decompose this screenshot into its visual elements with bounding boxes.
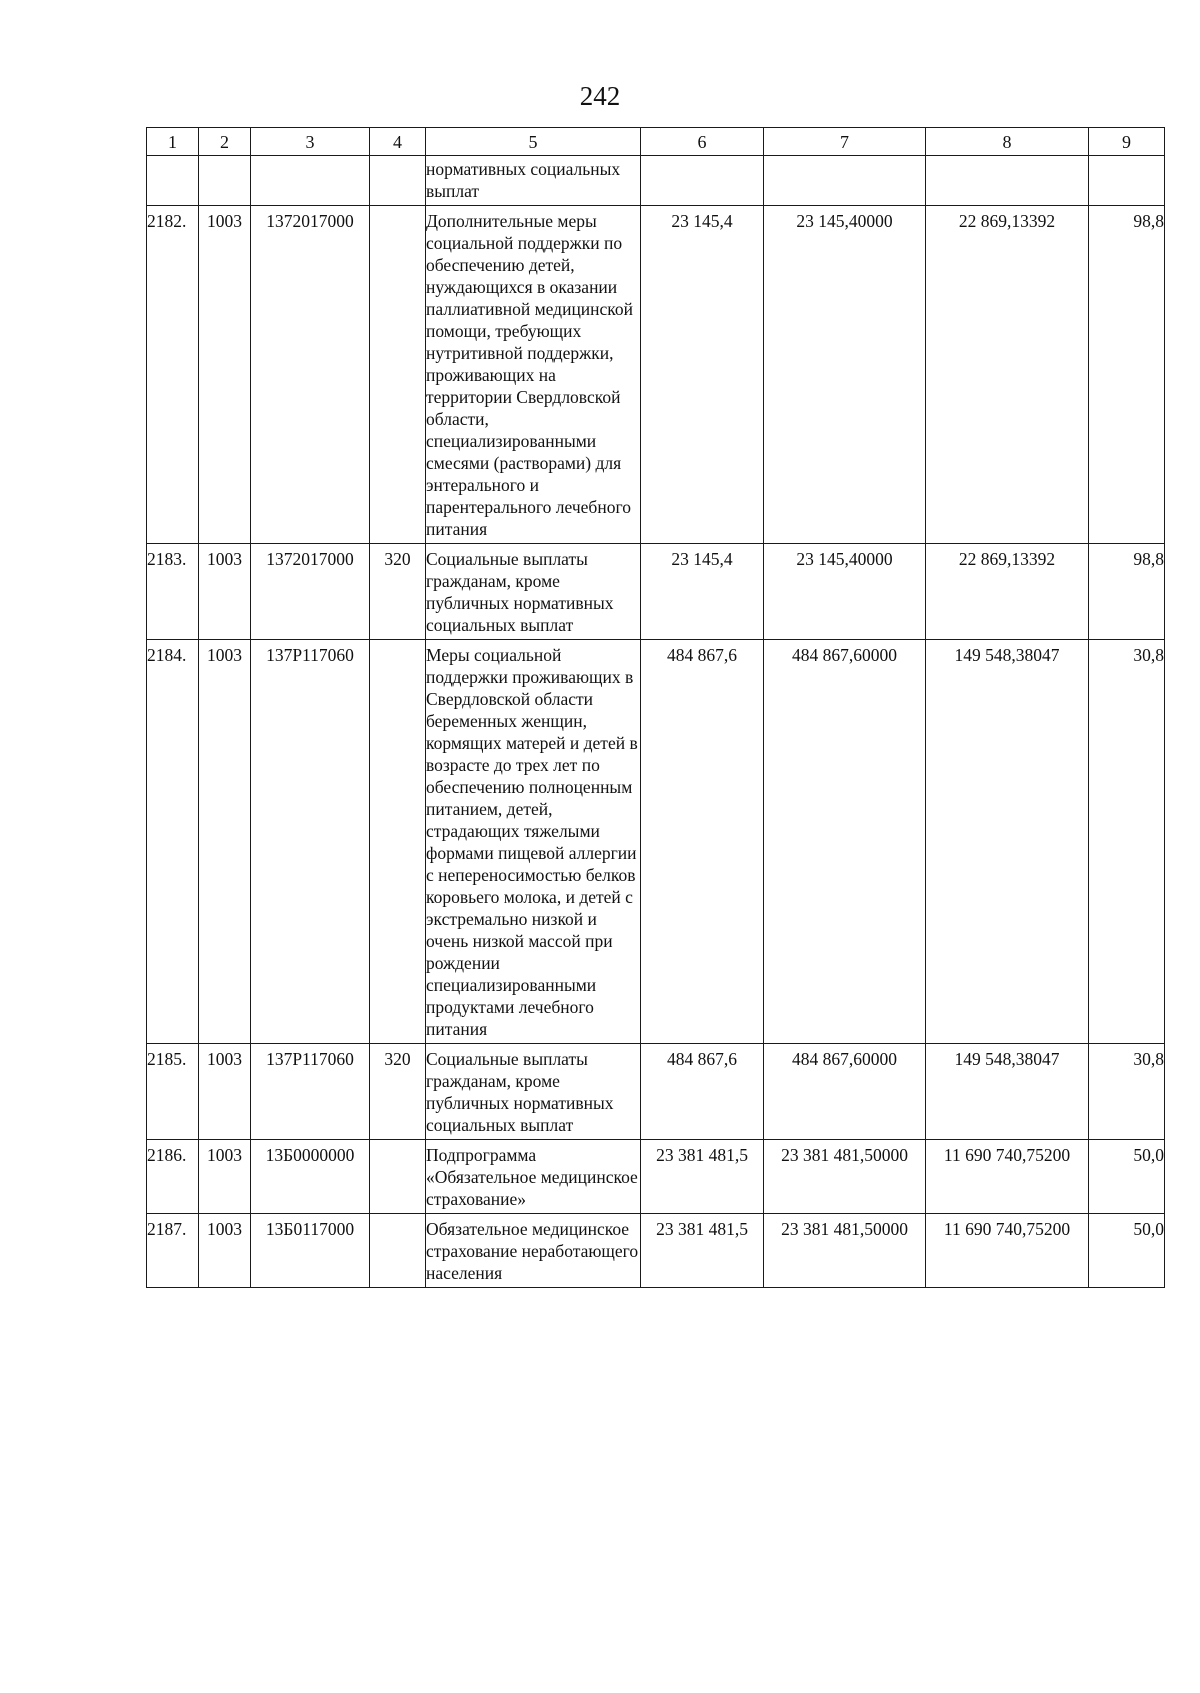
plan-amount: 23 145,4 [641,206,764,544]
table-row-continuation [147,156,1165,206]
approved-amount: 23 381 481,50000 [764,1140,926,1214]
header-cell-1: 1 [147,128,199,156]
execution-percent [1089,156,1165,206]
header-cell-9: 9 [1089,128,1165,156]
plan-amount: 484 867,6 [641,1044,764,1140]
plan-amount: 23 145,4 [641,544,764,640]
expense-type-code [370,1140,426,1214]
header-cell-2: 2 [199,128,251,156]
item-name: Обязательное медицинское страхование неработающего населения [426,1214,641,1288]
expense-type-code: 320 [370,1044,426,1140]
section-code: 1003 [199,544,251,640]
section-code: 1003 [199,640,251,1044]
expense-type-code [370,206,426,544]
approved-amount: 23 145,40000 [764,544,926,640]
section-code [199,156,251,206]
row-number: 2186. [147,1140,199,1214]
section-code: 1003 [199,1140,251,1214]
expense-type-code: 320 [370,544,426,640]
row-number: 2185. [147,1044,199,1140]
expense-type-code [370,640,426,1044]
row-number: 2183. [147,544,199,640]
table-row-2186 [147,1140,1165,1214]
expense-type-code [370,1214,426,1288]
header-cell-3: 3 [251,128,370,156]
executed-amount [926,156,1089,206]
plan-amount [641,156,764,206]
item-name: Социальные выплаты гражданам, кроме публичных нормативных социальных выплат [426,1044,641,1140]
budget-table [146,127,1165,1288]
table-row-2182 [147,206,1165,544]
execution-percent: 50,0 [1089,1140,1165,1214]
row-number [147,156,199,206]
target-code: 13Б0117000 [251,1214,370,1288]
executed-amount: 11 690 740,75200 [926,1140,1089,1214]
executed-amount: 22 869,13392 [926,206,1089,544]
target-code: 1372017000 [251,206,370,544]
item-name: нормативных социальных выплат [426,156,641,206]
table-header [147,128,1165,156]
page-number: 242 [579,81,621,111]
item-name: Подпрограмма «Обязательное медицинское страхование» [426,1140,641,1214]
execution-percent: 50,0 [1089,1214,1165,1288]
row-number: 2182. [147,206,199,544]
table-row-2183 [147,544,1165,640]
plan-amount: 484 867,6 [641,640,764,1044]
header-cell-7: 7 [764,128,926,156]
plan-amount: 23 381 481,5 [641,1214,764,1288]
expense-type-code [370,156,426,206]
target-code: 137P117060 [251,1044,370,1140]
approved-amount: 484 867,60000 [764,1044,926,1140]
row-number: 2184. [147,640,199,1044]
target-code [251,156,370,206]
header-cell-5: 5 [426,128,641,156]
item-name: Меры социальной поддержки проживающих в Свердловской области беременных женщин, кормящих матерей и детей в возрасте до трех лет по обеспечению полноценным питанием, детей, страдающих тяжелыми формами пищевой аллергии с непереносимостью белков коровьего молока, и детей с экстремально низкой и очень низкой массой при рождении специализированными продуктами лечебного питания [426,640,641,1044]
execution-percent: 30,8 [1089,1044,1165,1140]
item-name: Социальные выплаты гражданам, кроме публичных нормативных социальных выплат [426,544,641,640]
approved-amount: 484 867,60000 [764,640,926,1044]
executed-amount: 22 869,13392 [926,544,1089,640]
plan-amount: 23 381 481,5 [641,1140,764,1214]
header-cell-6: 6 [641,128,764,156]
table-row-2184 [147,640,1165,1044]
section-code: 1003 [199,1214,251,1288]
executed-amount: 149 548,38047 [926,640,1089,1044]
target-code: 1372017000 [251,544,370,640]
table-row-2185 [147,1044,1165,1140]
header-cell-8: 8 [926,128,1089,156]
row-number: 2187. [147,1214,199,1288]
table-row-2187 [147,1214,1165,1288]
target-code: 13Б0000000 [251,1140,370,1214]
execution-percent: 30,8 [1089,640,1165,1044]
table-body [147,156,1165,1288]
executed-amount: 149 548,38047 [926,1044,1089,1140]
section-code: 1003 [199,1044,251,1140]
header-row [147,128,1165,156]
target-code: 137P117060 [251,640,370,1044]
approved-amount: 23 381 481,50000 [764,1214,926,1288]
approved-amount: 23 145,40000 [764,206,926,544]
item-name: Дополнительные меры социальной поддержки по обеспечению детей, нуждающихся в оказании паллиативной медицинской помощи, требующих нутритивной поддержки, проживающих на территории Свердловской области, специализированными смесями (растворами) для энтерального и парентерального лечебного питания [426,206,641,544]
execution-percent: 98,8 [1089,544,1165,640]
executed-amount: 11 690 740,75200 [926,1214,1089,1288]
execution-percent: 98,8 [1089,206,1165,544]
approved-amount [764,156,926,206]
section-code: 1003 [199,206,251,544]
header-cell-4: 4 [370,128,426,156]
